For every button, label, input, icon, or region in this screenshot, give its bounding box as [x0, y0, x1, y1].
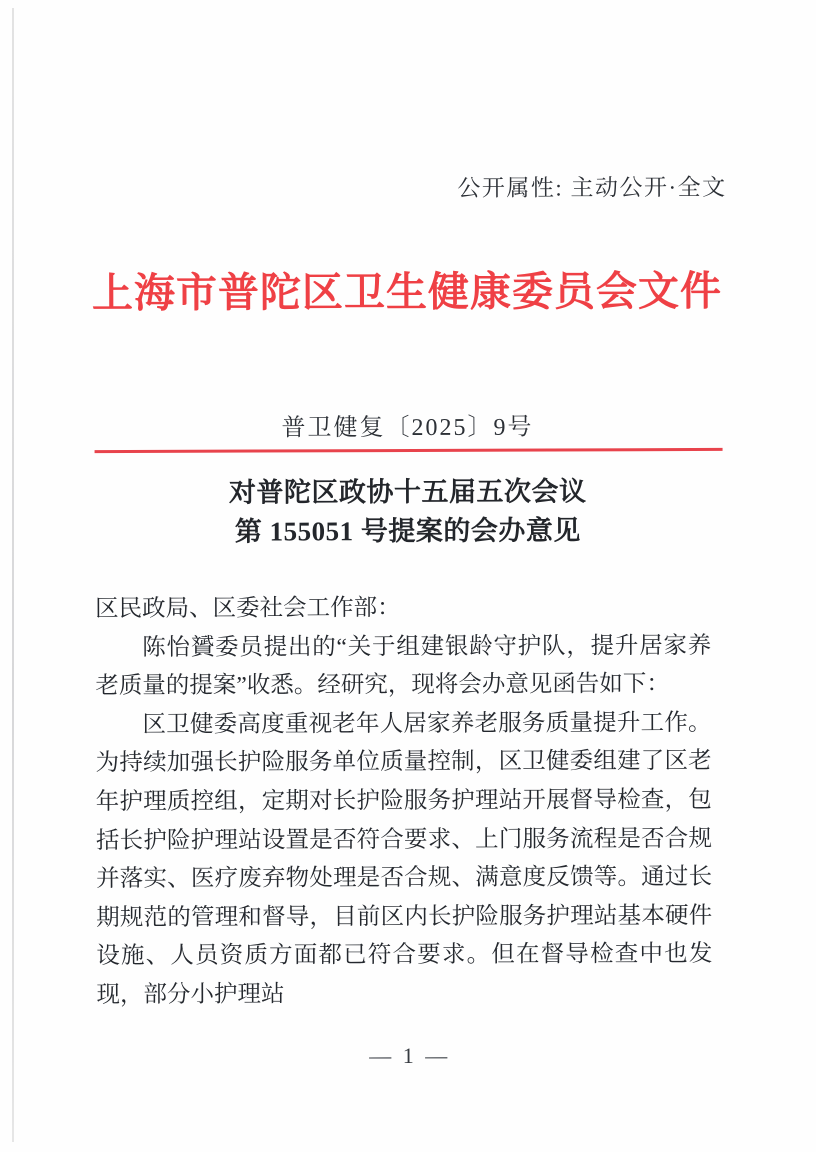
body-paragraph-2: 区卫健委高度重视老年人居家养老服务质量提升工作。为持续加强长护险服务单位质量控制，区卫健委组建了区老年护理质控组，定期对长护险服务护理站开展督导检查，包括长护险护理站设置是否符合要求、上门服务流程是否合规并落实、医疗废弃物处理是否合规、满意度反馈等。通过长期规范的管理和督导，目前区内长护险服务护理站基本硬件设施、人员资质方面都已符合要求。但在督导检查中也发现，部分小护理站 [95, 709, 713, 1009]
document-title-line-2: 第 155051 号提案的会办意见 [234, 515, 581, 547]
page-number: — 1 — [369, 1042, 451, 1069]
publicity-attribute-label: 公开属性: 主动公开·全文 [457, 174, 727, 201]
agency-letterhead-title: 上海市普陀区卫生健康委员会文件 [91, 267, 723, 317]
body-paragraph-1: 陈怡贇委员提出的“关于组建银龄守护队，提升居家养老质量的提案”收悉。经研究，现将会办意见函告如下： [95, 632, 712, 700]
document-reference-number: 普卫健复〔2025〕9号 [281, 414, 534, 442]
document-title-line-1: 对普陀区政协十五届五次会议 [228, 476, 587, 508]
salutation-line: 区民政局、区委社会工作部： [95, 595, 401, 623]
red-divider-rule [95, 448, 723, 453]
document-title [0, 472, 816, 553]
document-body [95, 588, 712, 1015]
